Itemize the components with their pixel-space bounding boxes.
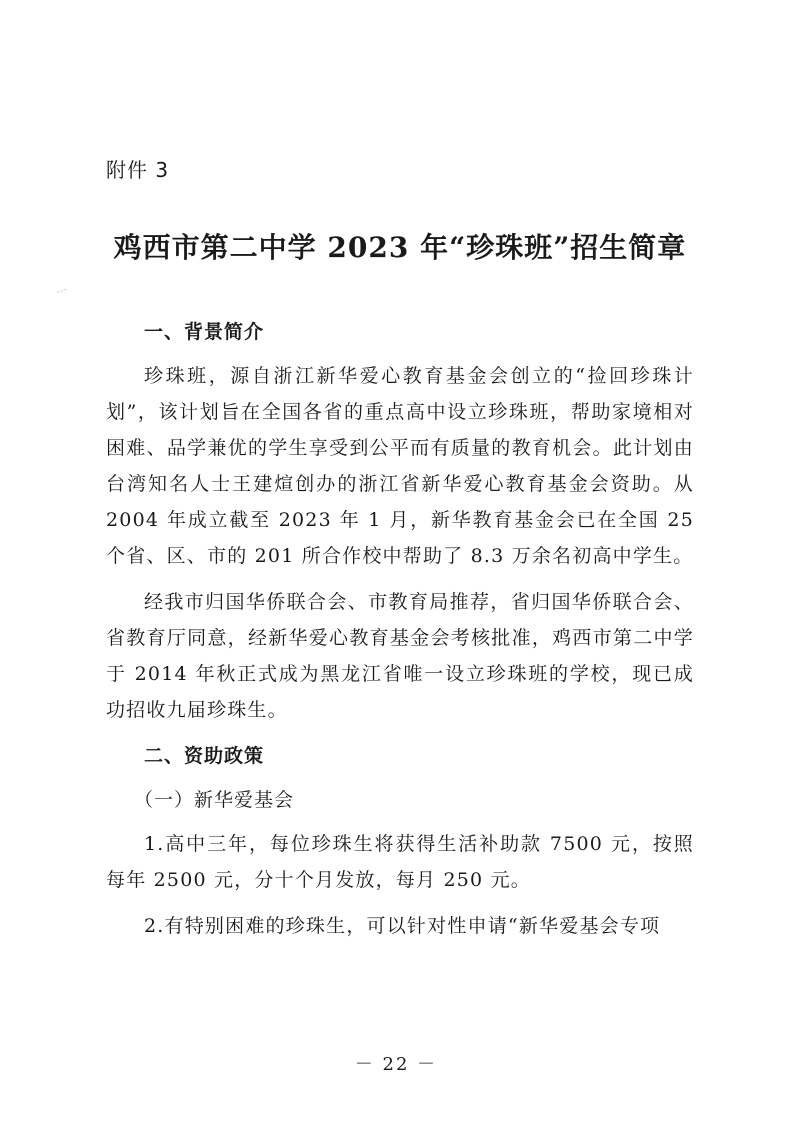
document-title: 鸡西市第二中学 2023 年“珍珠班”招生简章: [113, 231, 687, 264]
subheading-xinhua: （一）新华爱基会: [134, 789, 295, 811]
section-heading-funding: 二、资助政策: [144, 745, 265, 767]
document-body: [106, 314, 694, 944]
page-number: － 22 －: [354, 1054, 438, 1075]
paragraph-background-1: 珍珠班，源自浙江新华爱心教育基金会创立的“捡回珍珠计划”，该计划旨在全国各省的重点高中设立珍珠班，帮助家境相对困难、品学兼优的学生享受到公平而有质量的教育机会。此计划由台湾知名人士王建煊创办的浙江省新华爱心教育基金会资助。从 2004 年成立截至 2023 年 1 月，新华教育基金会已在全国 25 个省、区、市的 201 所合作校中帮助了 8.3 万余名初高中学生。: [106, 365, 694, 567]
scan-mark: [57, 289, 69, 299]
section-heading-background: 一、背景简介: [144, 321, 265, 343]
paragraph-background-2: 经我市归国华侨联合会、市教育局推荐，省归国华侨联合会、省教育厅同意，经新华爱心教育基金会考核批准，鸡西市第二中学于 2014 年秋正式成为黑龙江省唯一设立珍珠班的学校，现已成功招收九届珍珠生。: [106, 591, 694, 721]
funding-item-1: 1.高中三年，每位珍珠生将获得生活补助款 7500 元，按照每年 2500 元，分十个月发放，每月 250 元。: [106, 833, 694, 891]
attachment-label: 附件 3: [106, 158, 170, 182]
funding-item-2: 2.有特别困难的珍珠生，可以针对性申请“新华爱基会专项: [144, 915, 661, 937]
